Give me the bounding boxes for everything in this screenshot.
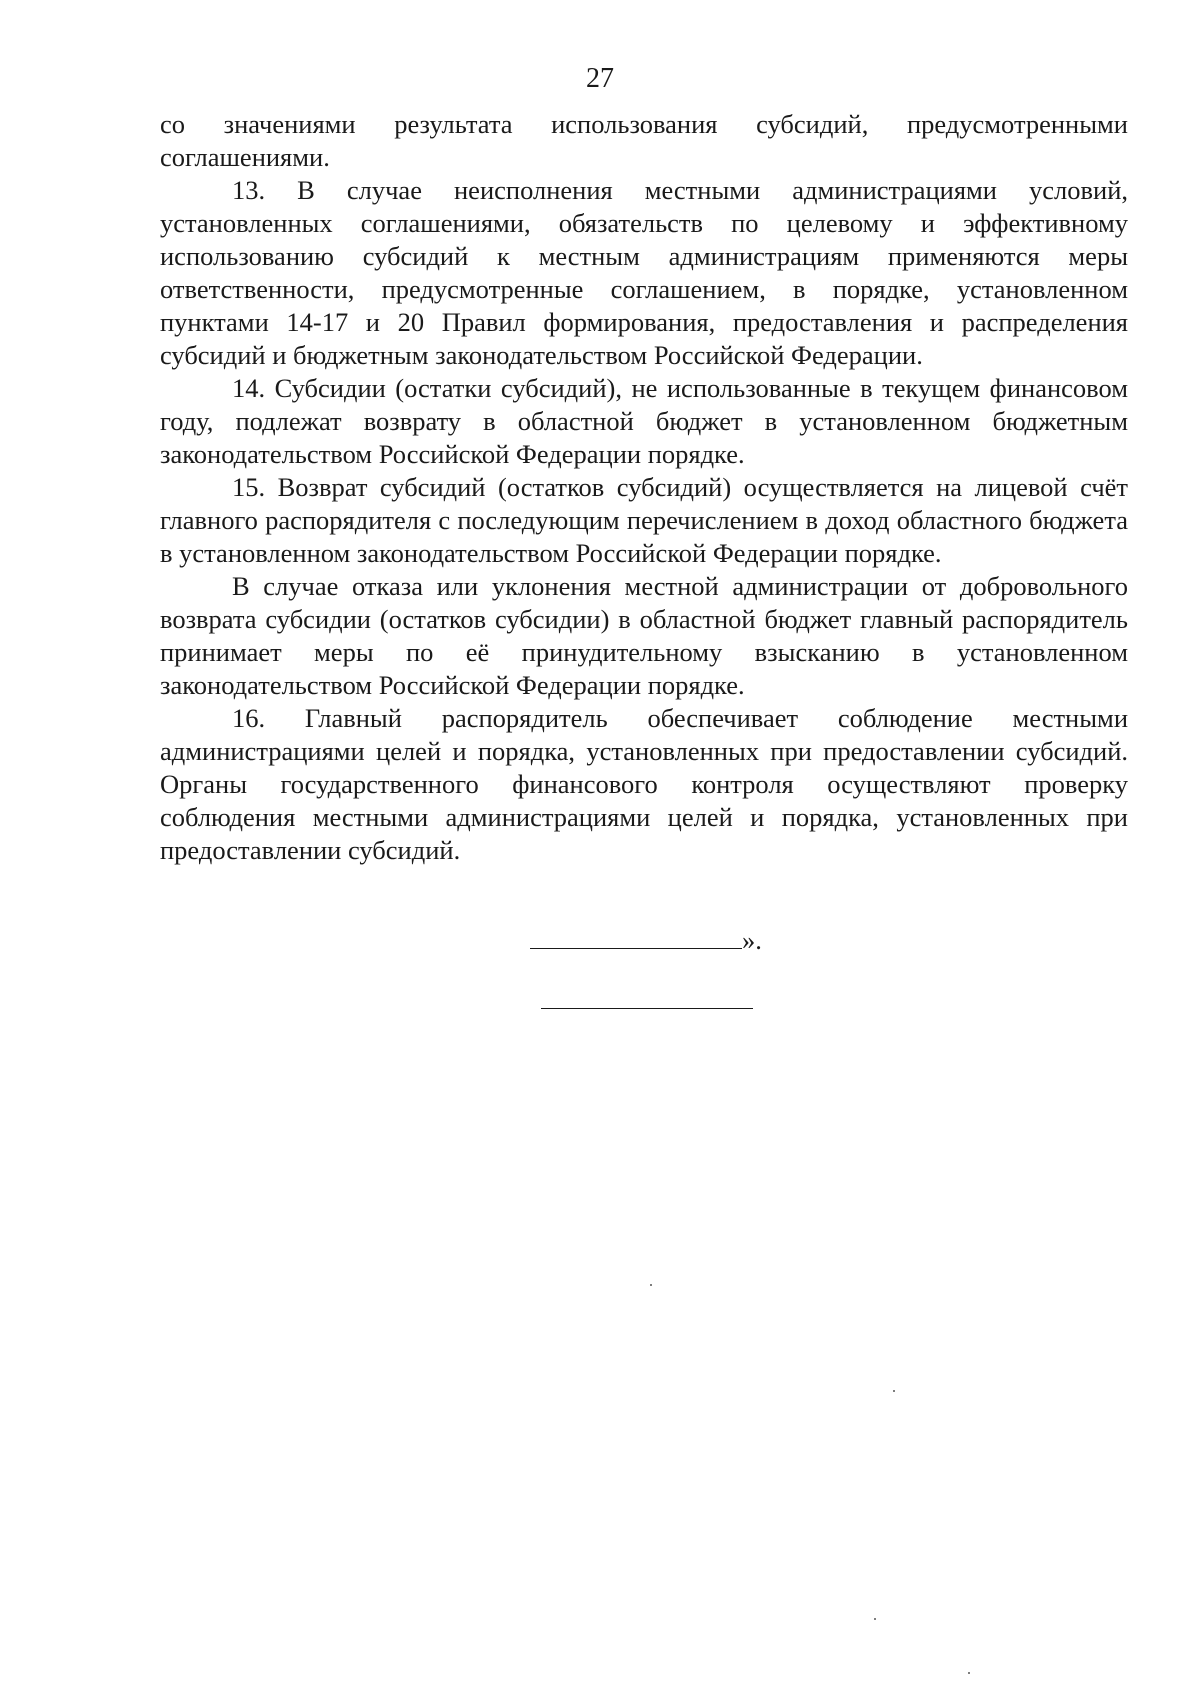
scan-speck (650, 1284, 652, 1286)
closing-underline (530, 924, 742, 949)
paragraph-13: 13. В случае неисполнения местными администрациями условий, установленных соглашениями, обязательств по целевому и эффективному использованию субсидий к местным администрациям применяются меры ответственности, предусмотренные соглашением, в порядке, установленном пунктами 14-17 и 20 Правил формирования, предоставления и распределения субсидий и бюджетным законодательством Российской Федерации. (160, 175, 1128, 370)
document-body (160, 108, 1128, 867)
closing-quote (530, 924, 762, 957)
page-number: 27 (586, 63, 614, 94)
paragraph-15-refusal: В случае отказа или уклонения местной администрации от добровольного возврата субсидии (остатков субсидии) в областной бюджет главный распорядитель принимает меры по её принудительному взысканию в установленном законодательством Российской Федерации порядке. (160, 571, 1128, 700)
paragraph-14: 14. Субсидии (остатки субсидий), не использованные в текущем финансовом году, подлежат возврату в областной бюджет в установленном бюджетным законодательством Российской Федерации порядке. (160, 373, 1128, 469)
paragraph-15: 15. Возврат субсидий (остатков субсидий) осуществляется на лицевой счёт главного распорядителя с последующим перечислением в доход областного бюджета в установленном законодательством Российской Федерации порядке. (160, 472, 1128, 568)
paragraph-continuation: со значениями результата использования субсидий, предусмотренными соглашениями. (160, 109, 1128, 172)
scan-speck (893, 1390, 895, 1392)
scan-speck (874, 1618, 876, 1620)
end-of-document-rule (541, 1008, 753, 1009)
closing-mark: ». (742, 925, 762, 955)
paragraph-16: 16. Главный распорядитель обеспечивает соблюдение местными администрациями целей и порядка, установленных при предоставлении субсидий. Органы государственного финансового контроля осуществляют проверку соблюдения местными администрациями целей и порядка, установленных при предоставлении субсидий. (160, 703, 1128, 865)
scan-speck (968, 1672, 970, 1674)
